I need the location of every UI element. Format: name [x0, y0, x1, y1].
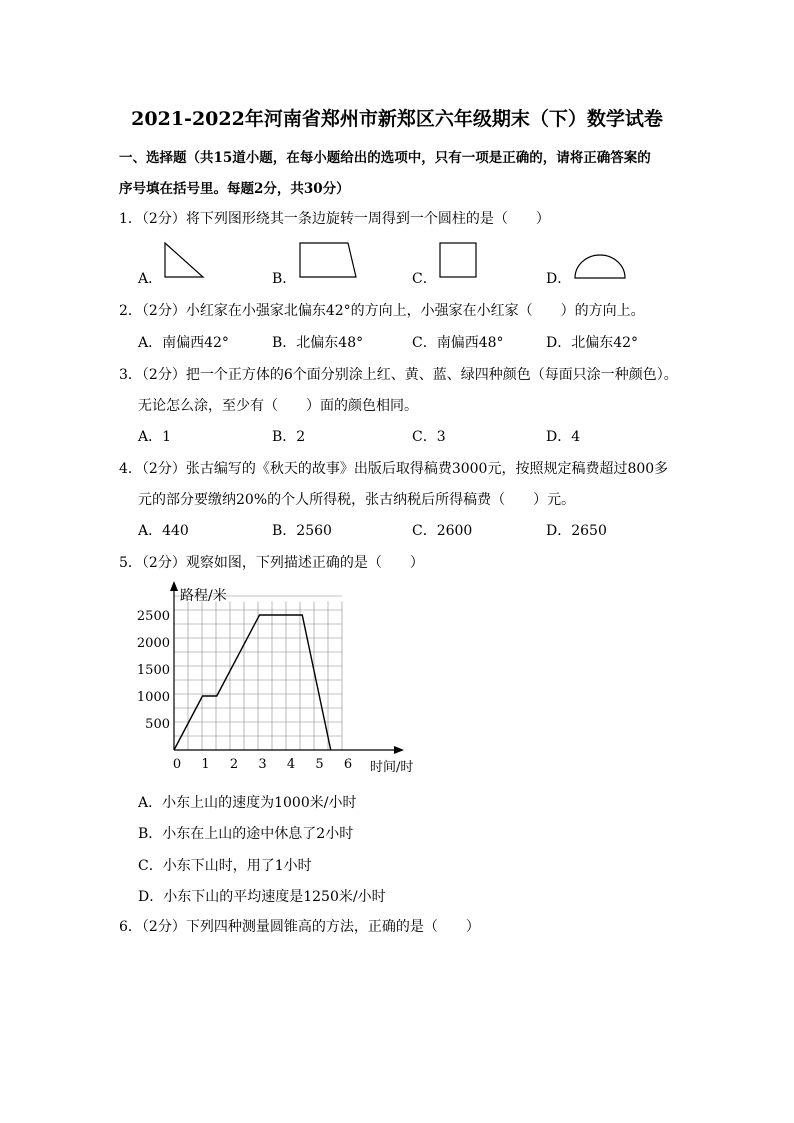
x-tick-label: 1: [201, 757, 210, 772]
semicircle-figure: [573, 253, 627, 281]
y-tick-labels: [137, 609, 170, 732]
q3-option-c[interactable]: C．3: [412, 429, 446, 445]
section-heading-line1: 一、选择题（共15道小题，在每小题给出的选项中，只有一项是正确的，请将正确答案的: [119, 150, 651, 166]
y-tick-label: 2000: [136, 636, 170, 651]
q2-option-c[interactable]: C．南偏西48°: [412, 335, 504, 351]
question-2-stem: 2．（2分）小红家在小强家北偏东42°的方向上，小强家在小红家（ ）的方向上。: [119, 303, 645, 319]
q2-option-d[interactable]: D．北偏东42°: [546, 335, 639, 351]
q5-option-b[interactable]: B．小东在上山的途中休息了2小时: [138, 826, 354, 842]
x-axis-arrow: [394, 746, 404, 754]
q4-option-c[interactable]: C．2600: [412, 523, 473, 539]
question-1-stem: 1．（2分）将下列图形绕其一条边旋转一周得到一个圆柱的是（ ）: [119, 211, 550, 227]
y-axis-label: 路程/米: [180, 588, 227, 604]
q3-option-d[interactable]: D．4: [546, 429, 581, 445]
q5-option-c[interactable]: C．小东下山时，用了1小时: [138, 858, 312, 874]
q1-option-a[interactable]: A．: [138, 271, 163, 287]
question-4-stem: 4．（2分）张古编写的《秋天的故事》出版后取得稿费3000元，按照规定稿费超过800多: [119, 461, 669, 477]
q1-option-c[interactable]: C．: [412, 271, 437, 287]
q1-option-b[interactable]: B．: [272, 271, 297, 287]
y-axis-arrow: [170, 581, 178, 591]
y-tick-label: 500: [145, 717, 170, 732]
q5-option-d[interactable]: D．小东下山的平均速度是1250米/小时: [138, 889, 386, 905]
square-figure: [438, 241, 480, 281]
x-tick-label: 2: [229, 757, 239, 772]
q4-option-b[interactable]: B．2560: [272, 523, 332, 539]
distance-time-chart: [130, 580, 430, 780]
question-4-stem-continued: 元的部分要缴纳20%的个人所得税，张古纳税后所得稿费（ ）元。: [138, 492, 576, 508]
q3-option-b[interactable]: B．2: [272, 429, 306, 445]
question-6-stem: 6．（2分）下列四种测量圆锥高的方法，正确的是（ ）: [119, 919, 480, 935]
q4-option-d[interactable]: D．2650: [546, 523, 607, 539]
page-title: 2021-2022年河南省郑州市新郑区六年级期末（下）数学试卷: [131, 108, 663, 130]
y-tick-label: 2500: [136, 609, 170, 624]
q3-option-a[interactable]: A．1: [138, 429, 172, 445]
x-axis-label: 时间/时: [370, 760, 414, 775]
series-line-distance: [174, 615, 331, 750]
q2-option-b[interactable]: B．北偏东48°: [272, 335, 364, 351]
x-tick-label: 5: [315, 757, 324, 772]
x-tick-label: 4: [286, 757, 296, 772]
question-3-stem-continued: 无论怎么涂，至少有（ ）面的颜色相同。: [138, 398, 418, 414]
right-triangle-figure: [163, 241, 207, 281]
section-heading-line2: 序号填在括号里。每题2分，共30分）: [119, 181, 350, 197]
x-tick-labels: [173, 757, 352, 772]
right-trapezoid-figure: [298, 241, 360, 281]
x-tick-label: 0: [172, 757, 182, 772]
q4-option-a[interactable]: A．440: [138, 523, 189, 539]
question-5-stem: 5．（2分）观察如图，下列描述正确的是（ ）: [119, 555, 424, 571]
question-3-stem: 3．（2分）把一个正方体的6个面分别涂上红、黄、蓝、绿四种颜色（每面只涂一种颜色）。: [119, 367, 678, 383]
x-tick-label: 6: [343, 757, 353, 772]
x-tick-label: 3: [258, 757, 267, 772]
y-tick-label: 1000: [136, 690, 170, 705]
q2-option-a[interactable]: A．南偏西42°: [138, 335, 229, 351]
q1-option-d[interactable]: D．: [546, 271, 572, 287]
y-tick-label: 1500: [136, 663, 170, 678]
q5-option-a[interactable]: A．小东上山的速度为1000米/小时: [138, 795, 357, 811]
